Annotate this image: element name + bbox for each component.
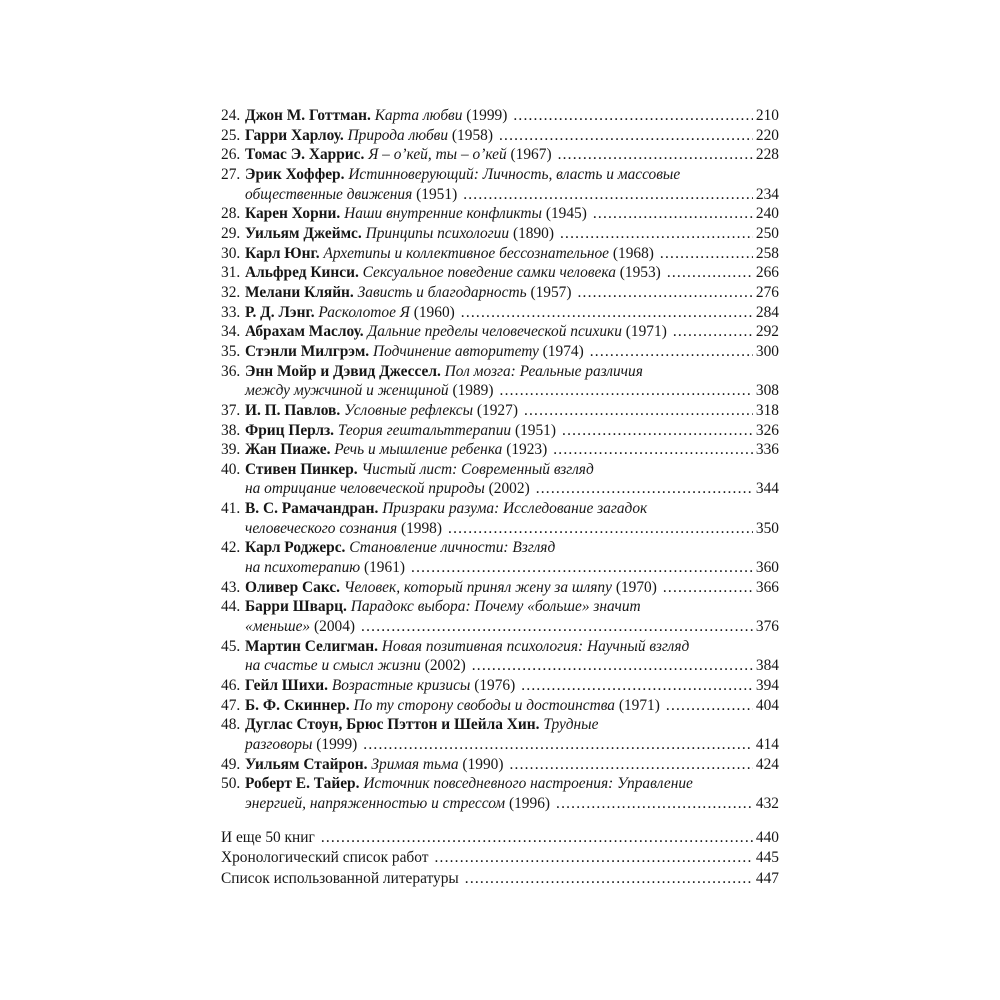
toc-entry-line: [221, 440, 779, 460]
toc-entry-line: [221, 460, 779, 480]
toc-entry: [221, 322, 779, 342]
back-matter-entry: [221, 828, 779, 849]
toc-entry: [221, 597, 779, 636]
toc-entry-line: [221, 637, 779, 657]
toc-entry-line: [221, 362, 779, 382]
entry-page-number: 258: [755, 244, 779, 262]
entry-author: Джон М. Готтман.: [245, 107, 371, 124]
entry-title: Становление личности: Взгляд: [349, 539, 556, 557]
entry-page-number: 366: [755, 578, 779, 596]
toc-entry-line: [221, 244, 779, 264]
entry-year: (1927): [476, 401, 518, 419]
dot-leader: [553, 440, 753, 460]
toc-entry-continuation: [221, 794, 779, 814]
entry-author: Жан Пиаже.: [245, 441, 331, 459]
entry-number: 39.: [221, 441, 241, 459]
entry-year: (1996): [508, 794, 551, 812]
entry-text: [245, 224, 554, 244]
entry-text: [245, 538, 555, 558]
entry-title: По ту сторону свободы и достоинства: [353, 696, 615, 714]
entry-text: [245, 578, 657, 598]
back-matter-line: [221, 828, 779, 849]
back-matter-line: [221, 848, 779, 869]
entry-page-number: 284: [755, 303, 779, 321]
dot-leader: [513, 106, 753, 126]
table-of-contents: [221, 106, 779, 889]
entry-title-continued: на счастье и смысл жизни: [245, 657, 421, 675]
back-matter-label: Список использованной литературы: [221, 869, 459, 887]
entry-author: Стивен Пинкер.: [245, 460, 358, 478]
entry-number: 46.: [221, 677, 241, 695]
entry-text-continued: [245, 735, 357, 755]
dot-leader: [660, 244, 753, 264]
entry-year: (1970): [615, 578, 657, 596]
entry-author: Энн Мойр и Дэвид Джессел.: [245, 362, 441, 380]
entry-text: [245, 145, 552, 165]
toc-entry: [221, 696, 779, 716]
dot-leader: [673, 322, 753, 342]
entry-title-continued: общественные движения: [245, 185, 413, 203]
toc-entry: [221, 440, 779, 460]
entry-text: [245, 755, 503, 775]
dot-leader: [463, 185, 753, 205]
entry-author: Роберт Е. Тайер.: [245, 775, 360, 793]
toc-entry: [221, 755, 779, 775]
toc-entry-line: [221, 263, 779, 283]
toc-entry-continuation: [221, 558, 779, 578]
dot-leader: [556, 794, 753, 814]
entry-year: (1998): [400, 519, 443, 537]
toc-entry-line: [221, 499, 779, 519]
toc-entry-line: [221, 283, 779, 303]
toc-entry-line: [221, 204, 779, 224]
entry-page-number: 250: [755, 224, 779, 242]
toc-entry: [221, 401, 779, 421]
entry-author: Гарри Харлоу.: [245, 126, 344, 144]
entry-text: [245, 676, 515, 696]
entry-page-number: 210: [755, 107, 779, 124]
dot-leader: [666, 696, 753, 716]
toc-entry-continuation: [221, 185, 779, 205]
entry-title: Я – о’кей, ты – о’кей: [368, 146, 507, 164]
entry-number: 31.: [221, 264, 241, 282]
entry-year: (1923): [506, 441, 548, 459]
entry-text: [245, 401, 518, 421]
back-matter-page-number: 447: [755, 869, 779, 887]
entry-author: Мартин Селигман.: [245, 637, 378, 655]
entry-title: Сексуальное поведение самки человека: [362, 264, 616, 282]
entry-year: (1945): [545, 205, 587, 223]
toc-entry: [221, 204, 779, 224]
entry-page-number: 276: [755, 283, 779, 301]
entry-year: (1958): [451, 126, 493, 144]
entry-year: (1961): [363, 559, 406, 577]
entry-year: (1967): [510, 146, 552, 164]
toc-entry-continuation: [221, 479, 779, 499]
entry-text-continued: [245, 617, 355, 637]
entry-year: (1999): [466, 107, 508, 124]
entry-number: 28.: [221, 205, 241, 223]
entry-author: Томас Э. Харрис.: [245, 146, 365, 164]
entry-text-continued: [245, 479, 530, 499]
entry-year: (1953): [619, 264, 661, 282]
entry-year: (1951): [416, 185, 458, 203]
toc-entry-continuation: [221, 617, 779, 637]
entry-text: [245, 283, 571, 303]
entry-title: Природа любви: [347, 126, 449, 144]
entry-author: Фриц Перлз.: [245, 421, 335, 439]
entry-author: Карл Юнг.: [245, 244, 320, 262]
toc-entry: [221, 421, 779, 441]
entry-author: Мелани Кляйн.: [245, 283, 354, 301]
toc-entries: [221, 106, 779, 814]
entry-text: [245, 499, 647, 519]
entry-text: [245, 460, 594, 480]
entry-number: 41.: [221, 500, 241, 518]
entry-number: 38.: [221, 421, 241, 439]
entry-page-number: 300: [755, 342, 779, 360]
entry-text: [245, 421, 556, 441]
toc-entry: [221, 362, 779, 401]
entry-author: Уильям Стайрон.: [245, 755, 368, 773]
entry-title: Истинноверующий: Личность, власть и массовые: [348, 165, 681, 183]
toc-entry-continuation: [221, 735, 779, 755]
toc-entry-line: [221, 715, 779, 735]
back-matter-label: И еще 50 книг: [221, 828, 315, 846]
entry-year: (1999): [316, 736, 358, 753]
entry-title-continued: энергией, напряженностью и стрессом: [245, 794, 506, 812]
toc-entry-line: [221, 696, 779, 716]
entry-year: (1957): [530, 283, 572, 301]
entry-author: Стэнли Милгрэм.: [245, 342, 370, 360]
entry-text: [245, 362, 643, 382]
back-matter-line: [221, 869, 779, 890]
entry-page-number: 376: [755, 618, 779, 636]
entry-year: (1968): [612, 244, 654, 262]
dot-leader: [558, 145, 753, 165]
entry-number: 40.: [221, 460, 241, 478]
back-matter-entry: [221, 848, 779, 869]
entry-title-continued: разговоры: [245, 736, 313, 753]
entry-number: 36.: [221, 362, 241, 380]
toc-entry: [221, 106, 779, 126]
entry-text: [245, 597, 641, 617]
entry-author: Карл Роджерс.: [245, 539, 346, 557]
entry-text-continued: [245, 185, 457, 205]
toc-entry: [221, 499, 779, 538]
dot-leader: [461, 303, 753, 323]
entry-number: 43.: [221, 578, 241, 596]
entry-year: (2002): [488, 480, 530, 498]
entry-author: Альфред Кинси.: [245, 264, 359, 282]
toc-entry: [221, 303, 779, 323]
entry-title: Парадокс выбора: Почему «больше» значит: [350, 598, 641, 616]
entry-page-number: 394: [755, 677, 779, 695]
entry-number: 26.: [221, 146, 241, 164]
dot-leader: [577, 283, 752, 303]
toc-entry-line: [221, 342, 779, 362]
dot-leader: [321, 828, 753, 849]
toc-entry-line: [221, 303, 779, 323]
entry-title: Трудные: [543, 716, 599, 734]
toc-entry-line: [221, 322, 779, 342]
entry-author: Эрик Хоффер.: [245, 165, 345, 183]
dot-leader: [472, 656, 753, 676]
entry-number: 24.: [221, 107, 241, 124]
entry-page-number: 234: [755, 185, 779, 203]
toc-entry-line: [221, 126, 779, 146]
dot-leader: [499, 126, 753, 146]
dot-leader: [448, 519, 753, 539]
entry-page-number: 414: [755, 736, 779, 753]
entry-year: (1971): [618, 696, 660, 714]
toc-entry-line: [221, 106, 779, 126]
entry-author: В. С. Рамачандран.: [245, 500, 379, 518]
toc-entry: [221, 637, 779, 676]
toc-entry: [221, 145, 779, 165]
entry-number: 47.: [221, 696, 241, 714]
toc-entry-line: [221, 774, 779, 794]
dot-leader: [363, 735, 753, 755]
entry-author: Барри Шварц.: [245, 598, 347, 616]
entry-text: [245, 204, 587, 224]
entry-author: Б. Ф. Скиннер.: [245, 696, 350, 714]
entry-page-number: 432: [755, 794, 779, 812]
entry-page-number: 384: [755, 657, 779, 675]
entry-number: 50.: [221, 775, 241, 793]
toc-entry: [221, 263, 779, 283]
toc-entry: [221, 126, 779, 146]
entry-page-number: 220: [755, 126, 779, 144]
back-matter-label: Хронологический список работ: [221, 849, 429, 867]
entry-title: Дальние пределы человеческой психики: [367, 323, 622, 341]
entry-title: Призраки разума: Исследование загадок: [382, 500, 648, 518]
entry-number: 35.: [221, 342, 241, 360]
dot-leader: [590, 342, 753, 362]
entry-page-number: 360: [755, 559, 779, 577]
entry-text: [245, 263, 661, 283]
entry-title: Теория гештальттерапии: [337, 421, 512, 439]
entry-year: (1989): [452, 382, 494, 400]
entry-title: Зримая тьма: [371, 755, 459, 773]
toc-entry-line: [221, 224, 779, 244]
entry-page-number: 240: [755, 205, 779, 223]
entry-text: [245, 244, 654, 264]
toc-entry-line: [221, 676, 779, 696]
entry-text: [245, 774, 693, 794]
dot-leader: [509, 755, 752, 775]
entry-number: 37.: [221, 401, 241, 419]
entry-number: 32.: [221, 283, 241, 301]
entry-author: Дуглас Стоун, Брюс Пэттон и Шейла Хин.: [245, 716, 540, 734]
entry-title: Речь и мышление ребенка: [334, 441, 503, 459]
toc-entry: [221, 244, 779, 264]
dot-leader: [560, 224, 753, 244]
entry-text-continued: [245, 519, 442, 539]
toc-entry: [221, 578, 779, 598]
dot-leader: [411, 558, 753, 578]
entry-text: [245, 126, 493, 146]
entry-year: (1890): [512, 224, 554, 242]
entry-title: Чистый лист: Современный взгляд: [361, 460, 594, 478]
entry-number: 30.: [221, 244, 241, 262]
entry-title: Пол мозга: Реальные различия: [444, 362, 643, 380]
entry-year: (1990): [462, 755, 504, 773]
dot-leader: [667, 263, 753, 283]
entry-text-continued: [245, 794, 550, 814]
entry-year: (2002): [424, 657, 466, 675]
toc-entry-line: [221, 165, 779, 185]
dot-leader: [521, 676, 753, 696]
entry-author: Абрахам Маслоу.: [245, 323, 364, 341]
entry-title-continued: на отрицание человеческой природы: [245, 480, 485, 498]
entry-number: 44.: [221, 598, 241, 616]
entry-author: Карен Хорни.: [245, 205, 341, 223]
entry-year: (1951): [514, 421, 557, 439]
entry-title: Наши внутренние конфликты: [344, 205, 542, 223]
entry-text: [245, 342, 584, 362]
entry-page-number: 424: [755, 755, 779, 773]
entry-page-number: 266: [755, 264, 779, 282]
entry-title: Зависть и благодарность: [357, 283, 527, 301]
toc-entry-continuation: [221, 381, 779, 401]
dot-leader: [361, 617, 753, 637]
toc-entry: [221, 224, 779, 244]
entry-title: Условные рефлексы: [344, 401, 474, 419]
entry-number: 25.: [221, 126, 241, 144]
dot-leader: [562, 421, 753, 441]
entry-text: [245, 696, 660, 716]
entry-title-continued: «меньше»: [245, 618, 311, 636]
entry-number: 34.: [221, 323, 241, 341]
entry-year: (1960): [413, 303, 455, 321]
entry-title: Принципы психологии: [365, 224, 510, 242]
entry-year: (1971): [625, 323, 667, 341]
entry-page-number: 228: [755, 146, 779, 164]
entry-title: Источник повседневного настроения: Управление: [363, 775, 693, 793]
entry-text-continued: [245, 381, 494, 401]
entry-page-number: 404: [755, 696, 779, 714]
entry-author: Р. Д. Лэнг.: [245, 303, 315, 321]
entry-author: Гейл Шихи.: [245, 677, 328, 695]
entry-text: [245, 303, 455, 323]
entry-title-continued: человеческого сознания: [245, 519, 398, 537]
entry-page-number: 292: [755, 323, 779, 341]
entry-title-continued: между мужчиной и женщиной: [245, 382, 449, 400]
entry-number: 33.: [221, 303, 241, 321]
entry-title-continued: на психотерапию: [245, 559, 361, 577]
dot-leader: [663, 578, 753, 598]
entry-page-number: 308: [755, 382, 779, 400]
back-matter-page-number: 440: [755, 828, 779, 846]
entry-text: [245, 715, 598, 735]
entry-text: [245, 637, 689, 657]
dot-leader: [593, 204, 753, 224]
entry-year: (2004): [314, 618, 356, 636]
entry-title: Новая позитивная психология: Научный взгляд: [381, 637, 690, 655]
toc-entry-continuation: [221, 519, 779, 539]
entry-page-number: 336: [755, 441, 779, 459]
entry-year: (1974): [542, 342, 584, 360]
entry-page-number: 326: [755, 421, 779, 439]
toc-entry-line: [221, 755, 779, 775]
entry-number: 48.: [221, 716, 241, 734]
toc-entry-line: [221, 538, 779, 558]
entry-author: Оливер Сакс.: [245, 578, 340, 596]
entry-page-number: 318: [755, 401, 779, 419]
toc-entry-line: [221, 401, 779, 421]
entry-title: Возрастные кризисы: [331, 677, 471, 695]
entry-number: 42.: [221, 539, 241, 557]
back-matter-entry: [221, 869, 779, 890]
dot-leader: [536, 479, 753, 499]
entry-number: 29.: [221, 224, 241, 242]
entry-text-continued: [245, 656, 466, 676]
dot-leader: [465, 869, 753, 890]
entry-title: Карта любви: [374, 107, 463, 124]
entry-page-number: 344: [755, 480, 779, 498]
toc-entry-line: [221, 421, 779, 441]
toc-entry-continuation: [221, 656, 779, 676]
entry-text: [245, 165, 680, 185]
entry-text: [245, 106, 507, 126]
entry-number: 45.: [221, 637, 241, 655]
entry-text-continued: [245, 558, 405, 578]
dot-leader: [434, 848, 752, 869]
entry-text: [245, 322, 667, 342]
dot-leader: [500, 381, 753, 401]
entry-number: 49.: [221, 755, 241, 773]
toc-entry-line: [221, 145, 779, 165]
toc-entry: [221, 165, 779, 204]
entry-number: 27.: [221, 165, 241, 183]
toc-entry-line: [221, 597, 779, 617]
entry-title: Архетипы и коллективное бессознательное: [323, 244, 610, 262]
entry-title: Расколотое Я: [318, 303, 410, 321]
back-matter-page-number: 445: [755, 849, 779, 867]
toc-entry: [221, 715, 779, 754]
entry-author: И. П. Павлов.: [245, 401, 341, 419]
toc-entry: [221, 676, 779, 696]
entry-page-number: 350: [755, 519, 779, 537]
entry-text: [245, 440, 547, 460]
toc-entry: [221, 538, 779, 577]
toc-entry: [221, 774, 779, 813]
toc-entry: [221, 460, 779, 499]
toc-entry-line: [221, 578, 779, 598]
entry-author: Уильям Джеймс.: [245, 224, 362, 242]
entry-year: (1976): [474, 677, 516, 695]
toc-entry: [221, 342, 779, 362]
dot-leader: [524, 401, 753, 421]
toc-back-matter: [221, 828, 779, 890]
entry-title: Человек, который принял жену за шляпу: [343, 578, 612, 596]
entry-title: Подчинение авторитету: [373, 342, 539, 360]
toc-entry: [221, 283, 779, 303]
